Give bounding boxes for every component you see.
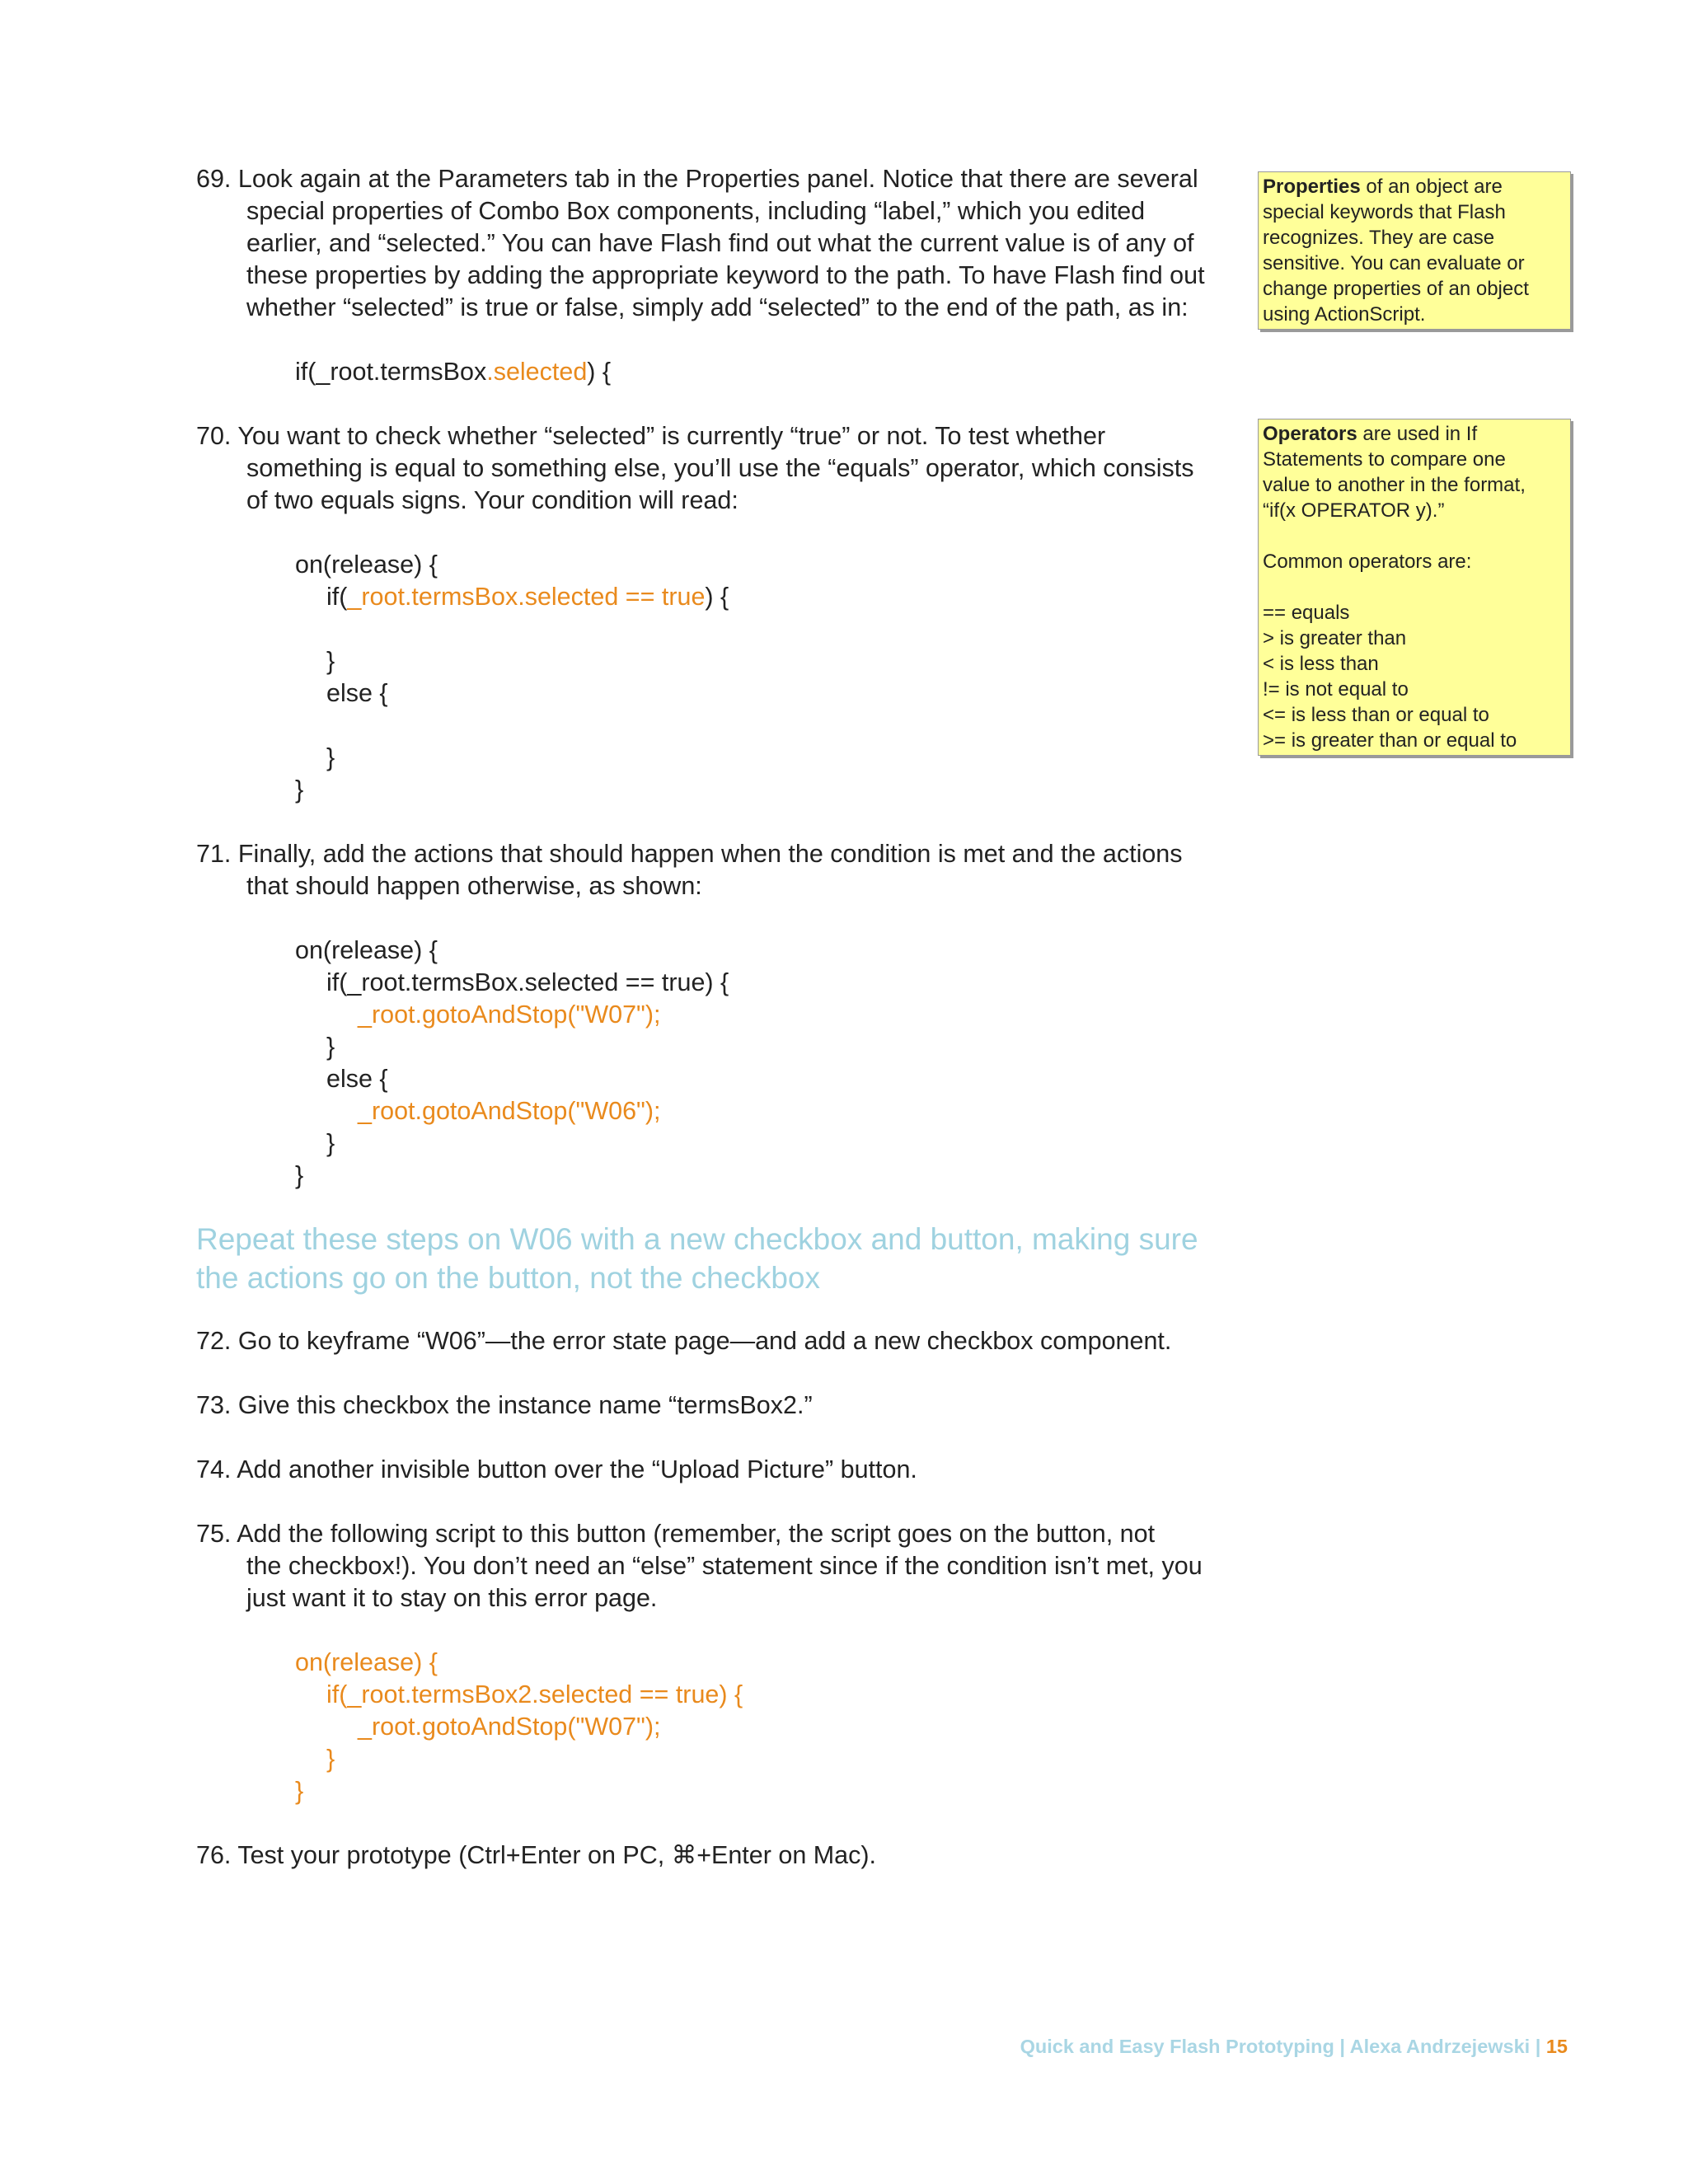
step-69 (196, 163, 1236, 324)
step-text-line: the checkbox!). You don’t need an “else” statement since if the condition isn’t met, you (246, 1552, 1203, 1580)
step-text-line: Give this checkbox the instance name “termsBox2.” (237, 1391, 813, 1419)
step-number: 72. (196, 1327, 232, 1355)
code-line: on(release) { (295, 551, 438, 579)
step-text-line: Add the following script to this button (remember, the script goes on the button, not (237, 1520, 1156, 1548)
operator-item: == equals (1263, 602, 1350, 624)
note-line: sensitive. You can evaluate or (1263, 252, 1525, 274)
footer-text: Quick and Easy Flash Prototyping | Alexa Andrzejewski | (1020, 2036, 1546, 2057)
code-line: } (295, 1777, 304, 1805)
step-number: 69. (196, 165, 232, 193)
section-heading (196, 1220, 1236, 1297)
step-text-line: just want it to stay on this error page. (246, 1584, 658, 1612)
note-line: recognizes. They are case (1263, 227, 1495, 249)
step-73 (196, 1390, 1236, 1422)
step-number: 74. (196, 1455, 232, 1483)
operator-item: < is less than (1263, 653, 1379, 675)
code-block (196, 356, 1236, 388)
step-74 (196, 1454, 1236, 1486)
heading-line: the actions go on the button, not the checkbox (196, 1261, 820, 1295)
step-72 (196, 1325, 1236, 1357)
page-number: 15 (1545, 2036, 1568, 2057)
operators-note: Operators are used in If Statements to compare one value to another in the format, “if(x OPERATOR y).” Common operators are: == equals > is greater than < is less than != is not equal to <= is less than or equal to >= is greater than or equal to (1258, 419, 1571, 756)
step-number: 70. (196, 422, 232, 450)
note-line: value to another in the format, (1263, 474, 1526, 496)
operator-item: >= is greater than or equal to (1263, 729, 1517, 752)
note-line: Statements to compare one (1263, 448, 1506, 471)
note-line: special keywords that Flash (1263, 201, 1506, 223)
code-line: } (326, 1745, 335, 1773)
operator-item: != is not equal to (1263, 678, 1409, 701)
code-block (196, 1647, 1236, 1807)
code-line: _root.gotoAndStop("W06"); (358, 1097, 661, 1125)
step-number: 75. (196, 1520, 232, 1548)
step-text-line: Add another invisible button over the “Upload Picture” button. (237, 1455, 917, 1483)
code-block (196, 935, 1236, 1192)
step-text-line: Go to keyframe “W06”—the error state page—and add a new checkbox component. (237, 1327, 1172, 1355)
code-line: } (326, 743, 335, 771)
code-line: on(release) { (295, 1648, 438, 1676)
code-text: if(_root.termsBox (295, 358, 487, 386)
step-text-line: earlier, and “selected.” You can have Flash find out what the current value is of any of (246, 229, 1194, 257)
code-line: else { (326, 1065, 388, 1093)
note-bold-term: Properties (1263, 176, 1361, 198)
step-number: 76. (196, 1841, 232, 1869)
code-line: if(_root.termsBox.selected == true) { (326, 583, 729, 611)
note-line: Common operators are: (1263, 551, 1472, 573)
step-text-line: whether “selected” is true or false, simply add “selected” to the end of the path, as in: (246, 293, 1189, 321)
page-footer (1020, 2036, 1568, 2058)
step-text-line: Finally, add the actions that should happen when the condition is met and the actions (237, 840, 1183, 868)
note-bold-term: Operators (1263, 423, 1357, 445)
code-line: if(_root.termsBox2.selected == true) { (326, 1680, 743, 1708)
code-line: else { (326, 679, 388, 707)
code-line: } (326, 1033, 335, 1061)
code-block (196, 549, 1236, 806)
operator-item: > is greater than (1263, 627, 1407, 649)
code-highlight: .selected (486, 358, 588, 386)
code-line: } (295, 776, 304, 804)
step-text-line: something is equal to something else, you’ll use the “equals” operator, which consists (246, 454, 1194, 482)
step-76 (196, 1840, 1236, 1872)
step-text-line: these properties by adding the appropriate keyword to the path. To have Flash find out (246, 261, 1205, 289)
step-text-line: that should happen otherwise, as shown: (246, 872, 702, 900)
step-75 (196, 1518, 1236, 1615)
step-number: 73. (196, 1391, 232, 1419)
code-line: } (326, 647, 335, 675)
step-71 (196, 838, 1236, 902)
code-highlight: _root.termsBox.selected == true (347, 583, 706, 611)
main-content (196, 163, 1236, 1872)
step-text-line: of two equals signs. Your condition will read: (246, 486, 738, 514)
heading-line: Repeat these steps on W06 with a new checkbox and button, making sure (196, 1222, 1198, 1256)
code-line: _root.gotoAndStop("W07"); (358, 1001, 661, 1029)
code-line: } (295, 1161, 304, 1189)
code-line: } (326, 1129, 335, 1157)
step-text-line: Test your prototype (Ctrl+Enter on PC, ⌘+Enter on Mac). (237, 1841, 877, 1869)
code-text: ) { (587, 358, 612, 386)
step-text-line: special properties of Combo Box components, including “label,” which you edited (246, 197, 1146, 225)
step-text-line: Look again at the Parameters tab in the Properties panel. Notice that there are several (237, 165, 1198, 193)
note-line: using ActionScript. (1263, 303, 1426, 326)
note-line: change properties of an object (1263, 278, 1529, 300)
code-line: if(_root.termsBox.selected == true) { (326, 968, 729, 996)
code-line: on(release) { (295, 936, 438, 964)
properties-note: Properties of an object are special keywords that Flash recognizes. They are case sensitive. You can evaluate or change properties of an object using ActionScript. (1258, 171, 1571, 330)
operator-item: <= is less than or equal to (1263, 704, 1489, 726)
note-line: “if(x OPERATOR y).” (1263, 499, 1445, 522)
step-number: 71. (196, 840, 232, 868)
code-line: _root.gotoAndStop("W07"); (358, 1713, 661, 1741)
step-text-line: You want to check whether “selected” is currently “true” or not. To test whether (237, 422, 1106, 450)
step-70 (196, 420, 1236, 517)
